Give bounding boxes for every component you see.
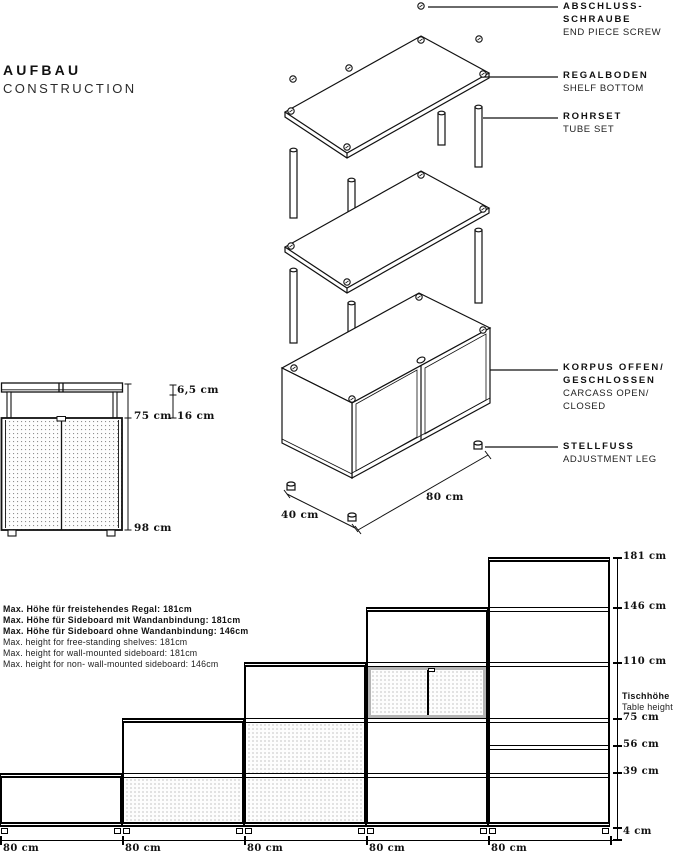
- front-view-drawing: [0, 380, 215, 540]
- ruler-tick: [613, 557, 622, 559]
- height-label: 110 cm: [623, 656, 667, 667]
- front-view-body-height-label: 75 cm: [134, 410, 172, 422]
- stair-column-4: [366, 607, 488, 827]
- stair-foot: [245, 828, 252, 834]
- door-handle: [428, 668, 435, 672]
- stair-foot: [236, 828, 243, 834]
- callout-en-line: TUBE SET: [563, 124, 615, 135]
- stair-foot: [114, 828, 121, 834]
- ruler-tick: [613, 772, 622, 774]
- ruler-tick: [613, 718, 622, 720]
- height-ruler-line: [617, 557, 618, 841]
- ruler-tick: [613, 839, 622, 841]
- callout-en-line: SHELF BOTTOM: [563, 83, 644, 94]
- stair-foot: [123, 828, 130, 834]
- ruler-tick: [613, 827, 622, 829]
- stair-column-2: [122, 718, 244, 827]
- ruler-tick: [610, 836, 612, 845]
- width-label: 80 cm: [491, 843, 528, 854]
- stair-foot: [358, 828, 365, 834]
- sideboard-doors-cell: [368, 667, 486, 718]
- ruler-tick: [613, 607, 622, 609]
- callout-tube-set: [563, 110, 622, 136]
- stair-foot: [602, 828, 609, 834]
- stair-foot: [480, 828, 487, 834]
- width-label: 80 cm: [3, 843, 40, 854]
- width-label: 80 cm: [247, 843, 284, 854]
- width-label: 80 cm: [369, 843, 406, 854]
- callout-en-line: ADJUSTMENT LEG: [563, 454, 657, 465]
- stair-foot: [367, 828, 374, 834]
- height-label: 39 cm: [623, 766, 660, 777]
- note-de-line: Max. Höhe für freistehendes Regal: 181cm: [3, 604, 192, 614]
- callout-adjustment-leg: [563, 440, 657, 466]
- page-title-de: AUFBAU: [3, 62, 82, 78]
- page-title-en: CONSTRUCTION: [3, 81, 137, 96]
- shelf-divider: [368, 773, 486, 778]
- height-label: 56 cm: [623, 739, 660, 750]
- height-label: 146 cm: [623, 601, 667, 612]
- front-view-gap-label: 16 cm: [177, 410, 215, 422]
- stair-column-1: [0, 773, 122, 827]
- shelf-divider: [368, 718, 486, 723]
- front-view-top-shelf-label: 6,5 cm: [177, 384, 219, 396]
- shelf-divider: [490, 745, 608, 750]
- callout-en-line: CLOSED: [563, 401, 606, 412]
- height-label: 75 cm: [623, 712, 660, 723]
- table-height-en: Table height: [622, 702, 673, 712]
- callout-de-line: SCHRAUBE: [563, 14, 632, 25]
- ruler-tick: [244, 836, 246, 845]
- callout-de-line: REGALBODEN: [563, 70, 649, 81]
- stair-column-3: [244, 662, 366, 827]
- shelf-divider: [490, 662, 608, 667]
- note-de-line: Max. Höhe für Sideboard mit Wandanbindung: 181cm: [3, 615, 241, 625]
- stair-foot: [1, 828, 8, 834]
- shelf-divider: [490, 773, 608, 778]
- shelf-divider: [490, 607, 608, 612]
- callout-end-piece-screw: [563, 0, 661, 39]
- stair-foot: [489, 828, 496, 834]
- shelf-divider: [490, 718, 608, 723]
- front-view-total-height-label: 98 cm: [134, 522, 172, 534]
- door-split-line: [427, 670, 429, 715]
- callout-en-line: CARCASS OPEN/: [563, 388, 649, 399]
- height-label: 4 cm: [623, 826, 652, 837]
- exploded-width-label: 80 cm: [426, 491, 464, 503]
- ruler-tick: [122, 836, 124, 845]
- table-height-de: Tischhöhe: [622, 691, 670, 701]
- exploded-depth-label: 40 cm: [281, 509, 319, 521]
- ruler-tick: [613, 745, 622, 747]
- callout-de-line: ROHRSET: [563, 111, 623, 122]
- callout-de-line: GESCHLOSSEN: [563, 375, 656, 386]
- width-ruler-line: [0, 840, 618, 841]
- height-label: 181 cm: [623, 551, 667, 562]
- closed-panel-cell: [247, 778, 363, 822]
- ruler-tick: [488, 836, 490, 845]
- exploded-view-drawing: [270, 0, 560, 535]
- note-de-line: Max. Höhe für Sideboard ohne Wandanbindung: 146cm: [3, 626, 249, 636]
- callout-shelf-bottom: [563, 69, 649, 95]
- callout-en-line: END PIECE SCREW: [563, 27, 662, 38]
- closed-panel-cell: [247, 723, 363, 773]
- callout-de-line: ABSCHLUSS-: [563, 1, 644, 12]
- note-en-line: Max. height for wall-mounted sideboard: 181cm: [3, 648, 198, 658]
- table-height-note: [622, 691, 673, 713]
- ruler-tick: [0, 836, 2, 845]
- callout-de-line: STELLFUSS: [563, 441, 635, 452]
- ruler-tick: [613, 662, 622, 664]
- note-en-line: Max. height for free-standing shelves: 181cm: [3, 637, 188, 647]
- ruler-tick: [366, 836, 368, 845]
- width-label: 80 cm: [125, 843, 162, 854]
- closed-panel-cell: [125, 778, 241, 822]
- note-en-line: Max. height for non- wall-mounted sideboard: 146cm: [3, 659, 219, 669]
- stair-column-5: [488, 557, 610, 827]
- max-height-notes: [3, 604, 249, 670]
- callout-carcass: [563, 361, 665, 413]
- callout-de-line: KORPUS OFFEN/: [563, 362, 665, 373]
